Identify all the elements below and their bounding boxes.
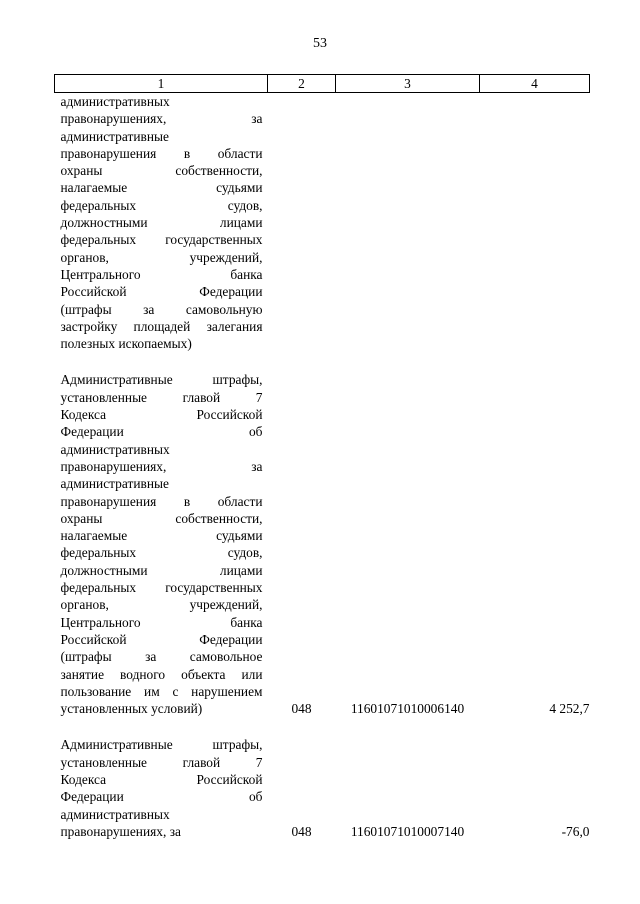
- budget-code-cell: [336, 93, 480, 353]
- description-line: Центрального банка: [60, 266, 263, 282]
- column-header-4: 4: [480, 75, 590, 93]
- budget-table: [54, 74, 590, 840]
- table-body: [55, 93, 590, 841]
- amount-cell: 4 252,7: [549, 701, 590, 717]
- description-line: охраны собственности,: [60, 163, 263, 179]
- budget-code-cell: 11601071010007140: [350, 823, 465, 839]
- description-line: полезных ископаемых): [60, 336, 192, 352]
- description-line: Центрального банка: [60, 614, 263, 630]
- budget-code-cell: 11601071010006140: [350, 701, 465, 717]
- description-line: Российской Федерации: [60, 284, 263, 300]
- description-line: (штрафы за самовольную: [60, 301, 263, 317]
- description-line: административных: [60, 441, 170, 457]
- description-line: Федерации об: [60, 789, 263, 805]
- description-line: административных: [60, 806, 170, 822]
- description-line: правонарушениях, за: [60, 458, 263, 474]
- description-line: Российской Федерации: [60, 631, 263, 647]
- row-spacer: [55, 352, 590, 371]
- admin-code-cell: 048: [291, 701, 312, 717]
- description-line: установленные главой 7: [60, 754, 263, 770]
- description-line: налагаемые судьями: [60, 528, 263, 544]
- description-line: Кодекса Российской: [60, 407, 263, 423]
- description-line: установленные главой 7: [60, 389, 263, 405]
- description-line: Кодекса Российской: [60, 771, 263, 787]
- description-line: Административные штрафы,: [60, 372, 263, 388]
- description-line: охраны собственности,: [60, 510, 263, 526]
- description-line: федеральных судов,: [60, 197, 263, 213]
- description-line: правонарушениях, за: [60, 823, 181, 839]
- description-line: Административные штрафы,: [60, 737, 263, 753]
- description-line: правонарушения в области: [60, 145, 263, 161]
- column-header-3: 3: [336, 75, 480, 93]
- description-line: правонарушениях, за: [60, 111, 263, 127]
- row-spacer: [55, 717, 590, 736]
- description-line: установленных условий): [60, 701, 203, 717]
- description-line: должностными лицами: [60, 215, 263, 231]
- description-line: федеральных судов,: [60, 545, 263, 561]
- description-line: занятие водного объекта или: [60, 666, 263, 682]
- description-line: федеральных государственных: [60, 580, 263, 596]
- admin-code-cell: 048: [291, 823, 312, 839]
- description-line: административных: [60, 94, 170, 109]
- page-number: 53: [313, 36, 327, 51]
- description-line: правонарушения в области: [60, 493, 263, 509]
- amount-cell: -76,0: [561, 823, 590, 839]
- description-line: органов, учреждений,: [60, 249, 263, 265]
- description-line: застройку площадей залегания: [60, 318, 263, 334]
- description-line: налагаемые судьями: [60, 180, 263, 196]
- description-line: Федерации об: [60, 424, 263, 440]
- table-row: [55, 371, 590, 717]
- table-row: [55, 93, 590, 353]
- description-line: федеральных государственных: [60, 232, 263, 248]
- description-line: административные: [60, 128, 169, 144]
- description-line: (штрафы за самовольное: [60, 649, 263, 665]
- description-line: должностными лицами: [60, 562, 263, 578]
- table-row: [55, 736, 590, 840]
- column-header-2: 2: [268, 75, 336, 93]
- admin-code-cell: [268, 93, 336, 353]
- description-line: административные: [60, 476, 169, 492]
- description-line: пользование им с нарушением: [60, 683, 263, 699]
- column-header-1: 1: [55, 75, 268, 93]
- description-cell: [55, 93, 268, 353]
- description-line: органов, учреждений,: [60, 597, 263, 613]
- table-header: [55, 75, 590, 93]
- amount-cell: [480, 93, 590, 353]
- description-cell: [55, 371, 268, 717]
- description-cell: [55, 736, 268, 840]
